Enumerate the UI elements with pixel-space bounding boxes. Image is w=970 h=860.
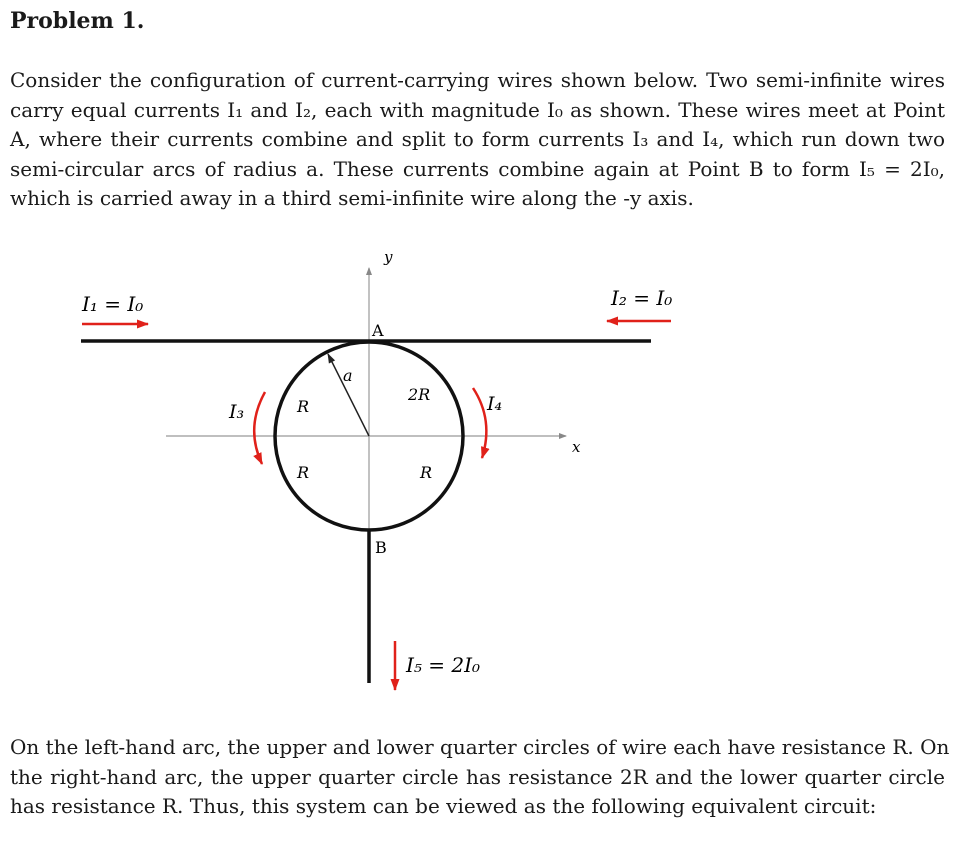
intro-line: which is carried away in a third semi-infinite wire along the -y axis.	[10, 186, 694, 210]
outro-line: On the left-hand arc, the upper and lower quarter circles of wire each have resistance R. On	[10, 735, 950, 759]
i3-label: I₃	[229, 401, 245, 423]
resistance-lower-right: R	[420, 463, 433, 482]
i1-label: I₁ = I₀	[82, 292, 144, 316]
intro-line: semi-circular arcs of radius a. These currents combine again at Point B to form I₅ = 2I₀,	[10, 156, 945, 181]
outro-paragraph	[10, 733, 950, 822]
i4-label: I₄	[487, 393, 503, 415]
problem-heading: Problem 1.	[10, 8, 145, 34]
outro-line: the right-hand arc, the upper quarter circle has resistance 2R and the lower quarter circle	[10, 764, 945, 789]
point-b-label: B	[375, 538, 387, 557]
y-axis-label: y	[384, 248, 393, 266]
point-a-label: A	[372, 321, 384, 340]
intro-line: A, where their currents combine and split to form currents I₃ and I₄, which run down two	[10, 127, 945, 151]
i3-arrow	[254, 392, 265, 464]
x-axis-label: x	[572, 438, 581, 456]
resistance-lower-left: R	[297, 463, 310, 482]
resistance-upper-right: 2R	[408, 385, 431, 404]
i2-label: I₂ = I₀	[611, 286, 673, 310]
intro-line: carry equal currents I₁ and I₂, each with magnitude I₀ as shown. These wires meet at Point	[10, 97, 945, 122]
i5-label: I₅ = 2I₀	[406, 653, 481, 677]
i4-arrow	[473, 388, 486, 458]
radius-label: a	[343, 366, 353, 385]
resistance-upper-left: R	[297, 397, 310, 416]
intro-line: Consider the configuration of current-carrying wires shown below. Two semi-infinite wires	[10, 68, 945, 92]
outro-line: has resistance R. Thus, this system can be viewed as the following equivalent circuit:	[10, 794, 877, 818]
